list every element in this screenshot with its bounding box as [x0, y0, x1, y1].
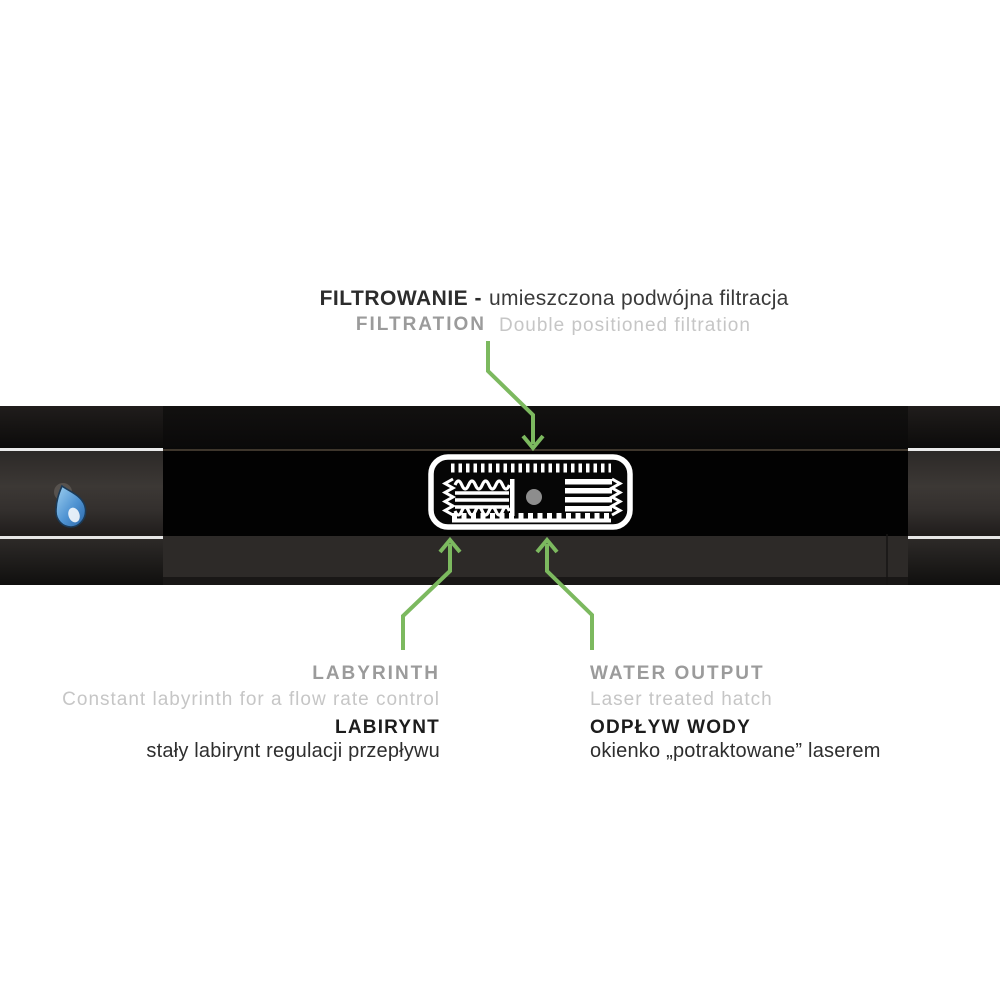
labyrinth-label-en: LABYRINTH	[312, 663, 440, 684]
water-output-desc-pl: okienko „potraktowane” laserem	[590, 740, 881, 762]
water-output-hole	[526, 489, 542, 505]
filtration-label-en: FILTRATION	[355, 314, 486, 335]
drip-emitter-icon	[428, 454, 633, 530]
emitter-divider	[510, 479, 515, 516]
water-output-desc-en: Laser treated hatch	[590, 689, 773, 710]
cutaway-top-band	[163, 406, 908, 449]
filtration-desc-pl: umieszczona podwójna filtracja	[489, 287, 789, 310]
filtration-desc-en: Double positioned filtration	[499, 315, 751, 336]
tape-right-mid-band	[908, 451, 1000, 536]
labyrinth-desc-pl: stały labirynt regulacji przepływu	[146, 740, 440, 762]
tape-left-top-band	[0, 406, 163, 448]
water-output-label-en: WATER OUTPUT	[590, 663, 765, 684]
labyrinth-label-pl: LABIRYNT	[335, 717, 440, 738]
tape-surface-right	[908, 406, 1000, 585]
drop-shape	[56, 486, 86, 527]
filtration-label-pl: FILTROWANIE -	[319, 287, 482, 310]
tape-right-top-band	[908, 406, 1000, 448]
cutaway-bottom-band	[163, 536, 908, 577]
tape-right-bottom-band	[908, 539, 1000, 585]
water-drop-icon	[47, 477, 93, 533]
labyrinth-desc-en: Constant labyrinth for a flow rate control	[62, 689, 440, 710]
tape-left-bottom-band	[0, 539, 163, 585]
cutaway-bottom-edge	[163, 577, 908, 585]
water-output-label-pl: ODPŁYW WODY	[590, 717, 751, 738]
cutaway-seam	[886, 534, 888, 585]
